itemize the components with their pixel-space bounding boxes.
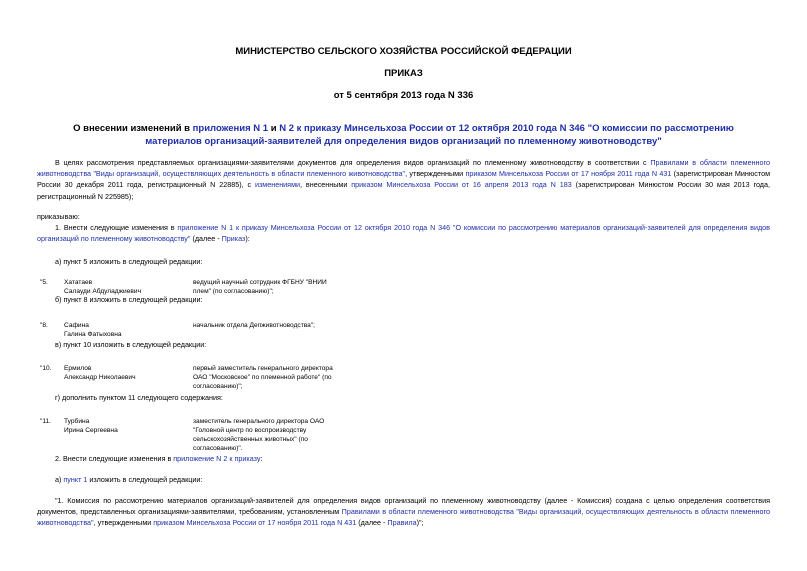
item-1-paragraph: [37, 222, 770, 244]
title-link-appendix-2[interactable]: N 2 к приказу Минсельхоза России от 12 октября 2010 года N 346 "О комиссии по рассмотрению материалов организаций-заявителей для определения видов организаций по племенному животноводству": [145, 123, 734, 147]
row-11-given-name: Ирина Сергеевна: [64, 427, 118, 434]
link-breeding-rules[interactable]: Правилами в области племенного животноводства "Виды организаций, осуществляющих деятельность в области племенного животноводства": [37, 158, 770, 179]
intro-text: , внесенными: [300, 180, 352, 190]
sub-g: г) дополнить пунктом 11 следующего содержания:: [55, 393, 223, 402]
row-5-position-line: плем" (по согласованию)";: [193, 288, 274, 295]
document-title: [60, 122, 747, 148]
row-10-position-line: согласованию)";: [193, 383, 243, 390]
quote-text: , утвержденными: [93, 518, 154, 528]
intro-text: , утвержденными: [405, 169, 466, 179]
link-rules[interactable]: Правила: [387, 518, 417, 528]
row-8-name: [64, 321, 122, 339]
row-10-number: "10.: [40, 365, 52, 372]
row-5-surname: Хататаев: [64, 279, 93, 286]
row-10-name: [64, 364, 136, 382]
row-11-number: "11.: [40, 418, 52, 425]
row-11-position-line: заместитель генерального директора ОАО: [193, 418, 325, 425]
item-2a-paragraph: [55, 474, 202, 485]
intro-text: В целях рассмотрения представляемых организациями-заявителями документов для определения видов организаций по племенному животноводству в соответствии с: [55, 158, 651, 167]
quote-paragraph: [37, 495, 770, 529]
title-text: и: [268, 123, 280, 134]
ministry-heading: МИНИСТЕРСТВО СЕЛЬСКОГО ХОЗЯЙСТВА РОССИЙСКОЙ ФЕДЕРАЦИИ: [235, 46, 572, 57]
quote-text: )";: [416, 518, 424, 528]
intro-text: (зарегистрирован Минюстом России 30 декабря 2011 года, регистрационный N 22885), с: [37, 169, 771, 190]
intro-paragraph: [37, 157, 770, 202]
title-text: О внесении изменений в: [73, 123, 193, 134]
item-1-text: ):: [245, 234, 250, 244]
row-11-surname: Турбина: [64, 418, 90, 425]
link-amendments[interactable]: изменениями: [254, 180, 301, 190]
item-2a-text: а): [55, 475, 64, 484]
row-8-given-name: Галина Фатыховна: [64, 331, 122, 338]
sub-b: б) пункт 8 изложить в следующей редакции:: [55, 295, 203, 304]
row-8-number: "8.: [40, 322, 48, 329]
item-2a-text: изложить в следующей редакции:: [87, 475, 203, 484]
row-11-position-line: согласованию)".: [193, 445, 243, 452]
row-10-position-line: первый заместитель генерального директора: [193, 365, 333, 372]
sub-a: а) пункт 5 изложить в следующей редакции:: [55, 257, 203, 266]
item-1-text: (далее -: [190, 234, 222, 244]
row-10-position-line: ОАО "Московское" по племенной работе" (по: [193, 374, 332, 381]
quote-text: "1. Комиссия по рассмотрению материалов организаций-заявителей для определения видов организаций по племенному животноводству (далее - Комиссия) создана с целью определения соответствия документов, представленных организациями-заявителями, требованиям, установленным: [37, 496, 770, 517]
link-breeding-rules-2[interactable]: Правилами в области племенного животноводства "Виды организаций, осуществляющих деятельность в области племенного животноводства": [37, 507, 770, 528]
row-10-given-name: Александр Николаевич: [64, 374, 136, 381]
row-10-position: [193, 364, 333, 391]
row-11-position-line: сельскохозяйственных животных" (по: [193, 436, 308, 443]
link-order-183[interactable]: приказом Минсельхоза России от 16 апреля 2013 года N 183: [351, 180, 572, 190]
row-11-position: [193, 417, 324, 453]
link-appendix-2[interactable]: приложение N 2 к приказу: [173, 454, 261, 463]
order-heading: ПРИКАЗ: [384, 68, 423, 79]
intro-text: (зарегистрирован Минюстом России 30 мая 2013 года, регистрационный N 225985);: [37, 180, 770, 201]
row-5-number: "5.: [40, 279, 48, 286]
link-order-431-2[interactable]: приказом Минсельхоза России от 17 ноября 2011 года N 431: [153, 518, 357, 528]
prikazyvayu: приказываю:: [37, 212, 80, 221]
item-2-text: 2. Внести следующие изменения в: [55, 454, 174, 463]
row-5-position: [193, 278, 327, 296]
order-date: от 5 сентября 2013 года N 336: [333, 90, 474, 101]
link-prikaz[interactable]: Приказ: [221, 234, 246, 244]
title-link-appendix-1[interactable]: приложения N 1: [192, 123, 269, 134]
sub-v: в) пункт 10 изложить в следующей редакции:: [55, 340, 207, 349]
item-1-text: 1. Внести следующие изменения в: [55, 223, 178, 232]
row-11-position-line: "Головной центр по воспроизводству: [193, 427, 307, 434]
quote-text: (далее -: [356, 518, 388, 528]
link-order-431[interactable]: приказом Минсельхоза России от 17 ноября 2011 года N 431: [465, 169, 672, 179]
row-10-surname: Ермилов: [64, 365, 92, 372]
item-2-paragraph: [55, 453, 262, 464]
row-5-position-line: ведущий научный сотрудник ФГБНУ "ВНИИ: [193, 279, 327, 286]
link-appendix-1[interactable]: приложение N 1 к приказу Минсельхоза России от 12 октября 2010 года N 346 "О комиссии по рассмотрению материалов организаций-заявителей для определения видов организаций по племенному животноводству": [37, 223, 770, 244]
item-2-text: :: [260, 454, 263, 463]
row-5-given-name: Салауди Абдуладжиевич: [64, 288, 142, 295]
row-11-name: [64, 417, 118, 435]
row-8-position: начальник отдела Депживотноводства";: [193, 322, 316, 329]
link-point-1[interactable]: пункт 1: [63, 475, 88, 484]
row-8-surname: Сафина: [64, 322, 89, 329]
